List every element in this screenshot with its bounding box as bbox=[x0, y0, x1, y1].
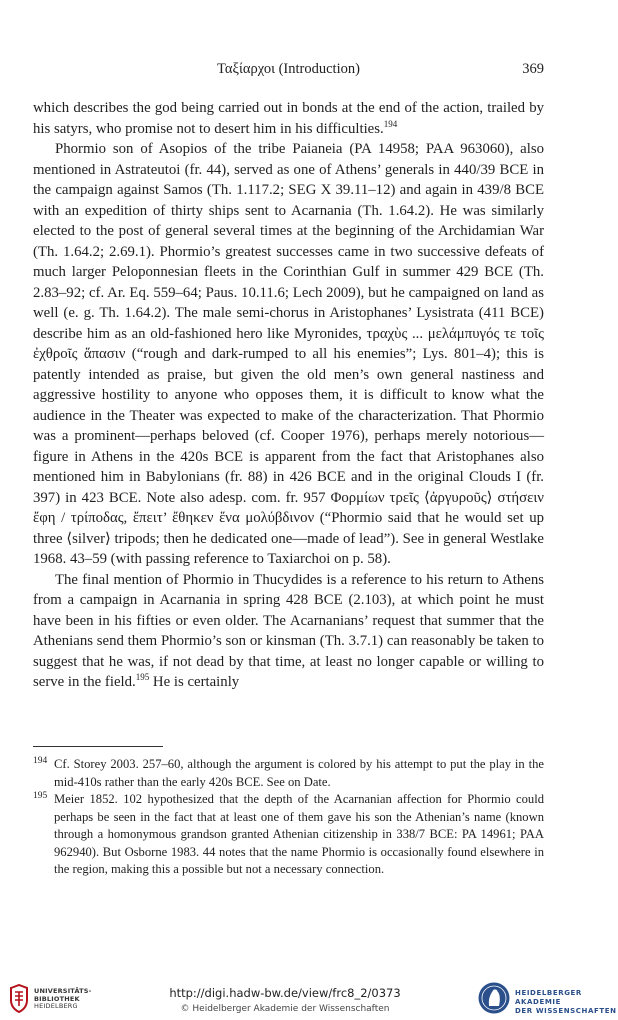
paragraph-3: The final mention of Phormio in Thucydides is a reference to his return to Athens from a campaign in Acarnania in spring 428 BCE (2.103), at which point he must have been in his fifties or even older. The Acarnanians’ request that summer that the Athenians send them Phormio’s son or kinsman (Th. 3.7.1) can reasonably be taken to suggest that he was, if not dead by that time, at least no longer capable or willing to serve in the field.$^{195}$ He is certainly bbox=[33, 571, 544, 690]
university-library-logo[interactable] bbox=[8, 984, 108, 1014]
academy-seal-icon bbox=[477, 981, 511, 1015]
academy-logo[interactable] bbox=[477, 981, 617, 1017]
page-number: 369 bbox=[522, 61, 544, 77]
footnote-number: 194 bbox=[33, 756, 48, 766]
permalink-url[interactable]: http://digi.hadw-bw.de/view/frc8_2/0373 bbox=[169, 986, 401, 1000]
footnote-text: Meier 1852. 102 hypothesized that the depth of the Acarnanian affection for Phormio could perhaps be seen in the fact that at least one of them gave his son the Athenian’s name (known through a homonymous grandson granted Athenian citizenship in 338/7 BCE: PA 14961; PAA 962940). But Osborne 1983. 44 notes that the name Phormio is occasionally found elsewhere in the region, making this a possible but not a necessary connection. bbox=[54, 792, 544, 876]
digitization-footer bbox=[0, 978, 618, 1020]
footnote-divider bbox=[33, 746, 163, 747]
main-text bbox=[33, 98, 544, 693]
footnote-194 bbox=[33, 756, 544, 791]
university-library-emblem-icon bbox=[8, 984, 30, 1014]
logo-line-3: HEIDELBERG bbox=[34, 1002, 78, 1010]
paragraph-1: which describes the god being carried out in bonds at the end of the action, trailed by his satyrs, who promise not to desert him in his difficulties.$^{194}$ bbox=[33, 100, 544, 137]
copyright-notice: © Heidelberger Akademie der Wissenschaften bbox=[180, 1004, 390, 1014]
paragraph-2: Phormio son of Asopios of the tribe Paianeia (PA 14958; PAA 963060), also mentioned in Astrateutoi (fr. 44), served as one of Athens’ generals in 440/39 BCE in the campaign against Samos (Th. 1.117.2; SEG X 39.11–12) and again in 439/8 BCE with an expedition of thirty ships sent to Acarnania (Th. 1.64.2). He was similarly elected to the post of general several times at the beginning of the Archidamian War (Th. 1.64.2; 2.69.1). Phormio’s greatest successes came in two successive defeats of much larger Peloponnesian fleets in the Corinthian Gulf in summer 429 BCE (Th. 2.83–92; cf. Ar. Eq. 559–64; Paus. 10.11.6; Lech 2009), but he campaigned on land as well (e. g. Th. 1.64.2). The male semi-chorus in Aristophanes’ Lysistrata (411 BCE) describe him as an old-fashioned hero like Myronides, τραχὺς ... μελάμπυγός τε τοῖς ἐχθροῖς ἅπασιν (“rough and dark-rumped to all his enemies”; Lys. 801–4); this is patently intended as praise, but given the old men’s own general nastiness and aggressive hostility to anyone who opposes them, it is difficult to know what the audience in the Theater was expected to make of the characterization. That Phormio was a prominent—perhaps beloved (cf. Cooper 1976), perhaps merely notorious—figure in Athens in the 420s BCE is apparent from the fact that Aristophanes also mentioned him in Babylonians (fr. 88) in 426 BCE and in the original Clouds I (fr. 397) in 423 BCE. Note also adesp. com. fr. 957 Φορμίων τρεῖς ⟨ἀργυροῦς⟩ στήσειν ἔφη / τρίποδας, ἔπειτ’ ἔθηκεν ἕνα μολύβδινον (“Phormio said that he would set up three ⟨silver⟩ tripods; then he dedicated one—made of lead”). See in general Westlake 1968. 43–59 (with passing reference to Taxiarchoi on p. 58). bbox=[33, 141, 544, 567]
footnote-number: 195 bbox=[33, 791, 48, 801]
logo-line-2: BIBLIOTHEK bbox=[34, 994, 80, 1003]
running-header bbox=[33, 61, 544, 83]
running-title: Ταξίαρχοι (Introduction) bbox=[217, 61, 360, 77]
academy-line-2: DER WISSENSCHAFTEN bbox=[515, 1007, 617, 1015]
footnotes bbox=[33, 756, 544, 879]
footnote-ref-195[interactable]: 195 bbox=[135, 672, 150, 682]
footnote-195 bbox=[33, 791, 544, 879]
logo-line-1: UNIVERSITÄTS- bbox=[34, 987, 92, 995]
footnote-text: Cf. Storey 2003. 257–60, although the argument is colored by his attempt to put the play in the mid-410s rather than the early 420s BCE. See on Date. bbox=[54, 757, 544, 789]
academy-line-1: HEIDELBERGER AKADEMIE bbox=[515, 989, 582, 1006]
footnote-ref-194[interactable]: 194 bbox=[383, 118, 398, 129]
